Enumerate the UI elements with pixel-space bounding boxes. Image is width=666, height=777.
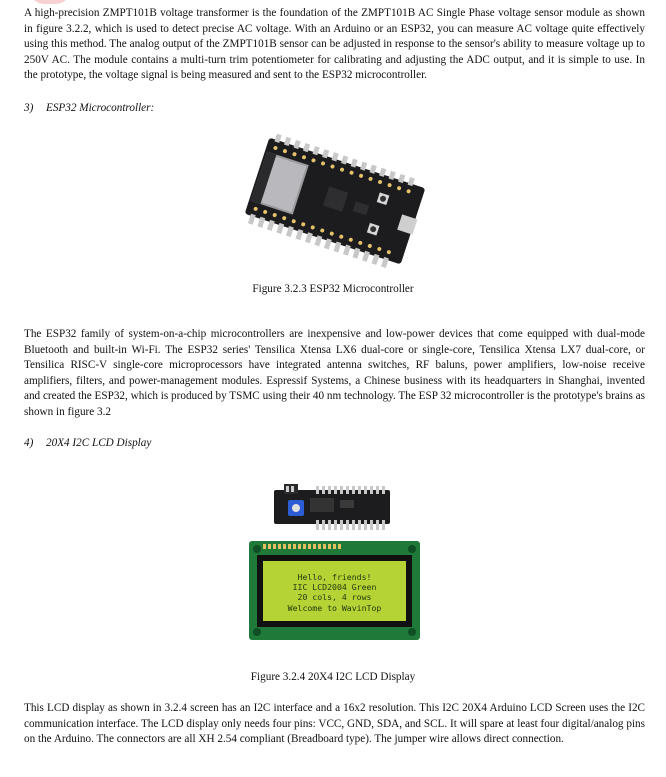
figure-caption-lcd: Figure 3.2.4 20X4 I2C LCD Display bbox=[250, 671, 416, 683]
lcd-line-3: 20 cols, 4 rows bbox=[297, 592, 372, 603]
lcd-line-1: Hello, friends! bbox=[297, 572, 372, 582]
figure-caption-esp32: Figure 3.2.3 ESP32 Microcontroller bbox=[252, 283, 414, 295]
paragraph-esp32: The ESP32 family of system-on-a-chip microcontrollers are inexpensive and low-power devices that come equipped with dual-mode Bluetooth and built-in Wi-Fi. The ESP32 series' Tensilica Xtensa LX6 dual-core or single-core, Tensilica Xtensa LX7 dual-core, or Tensilica RISC-V single-core microprocessors have integrated antenna switches, RF baluns, power amplifiers, low-noise receive amplifiers, filters, and power-management modules. Espressif Systems, a Chinese business with its headquarters in Shanghai, invented and created the ESP32, which is produced by TSMC using their 40 nm technology. The ESP 32 microcontroller is the prototype's brains as shown in figure 3.2 bbox=[24, 328, 645, 418]
page-corner-mark bbox=[30, 0, 70, 4]
lcd-line-4: Welcome to WavinTop bbox=[287, 602, 382, 613]
section-heading-esp32 bbox=[24, 102, 154, 114]
i2c-adapter-image bbox=[270, 482, 395, 532]
paragraph-lcd: This LCD display as shown in 3.2.4 screen has an I2C interface and a 16x2 resolution. This I2C 20X4 Arduino LCD Screen uses the I2C communication interface. The LCD display only needs four pins: VCC, GND, SDA, and SCL. It will spare at least four digital/analog pins on the Arduino. The connectors are all XH 2.54 compliant (Breadboard type). The jumper wire allows direct connection. bbox=[24, 702, 645, 746]
esp32-board-image bbox=[240, 133, 430, 268]
lcd-line-2: IIC LCD2004 Green bbox=[292, 582, 377, 593]
paragraph-zmpt101b: A high-precision ZMPT101B voltage transformer is the foundation of the ZMPT101B AC Single Phase voltage sensor module as shown in figure 3.2.2, which is used to detect precise AC voltage. With an Arduino or an ESP32, you can measure AC voltage quite effectively using this method. The analog output of the ZMPT101B sensor can be adjusted in response to the sensor's ability to measure voltage up to 250V AC. The module contains a multi-turn trim potentiometer for calibrating and adjusting the ADC output, and it is simple to use. In the prototype, the voltage signal is being measured and sent to the ESP32 microcontroller. bbox=[24, 7, 645, 82]
section-title: 20X4 I2C LCD Display bbox=[46, 437, 152, 449]
lcd-screen-text bbox=[265, 572, 404, 613]
section-number: 3) bbox=[24, 102, 34, 114]
section-heading-lcd bbox=[24, 437, 151, 449]
lcd-module-image bbox=[247, 539, 422, 642]
section-title: ESP32 Microcontroller: bbox=[46, 102, 155, 114]
section-number: 4) bbox=[24, 437, 34, 449]
